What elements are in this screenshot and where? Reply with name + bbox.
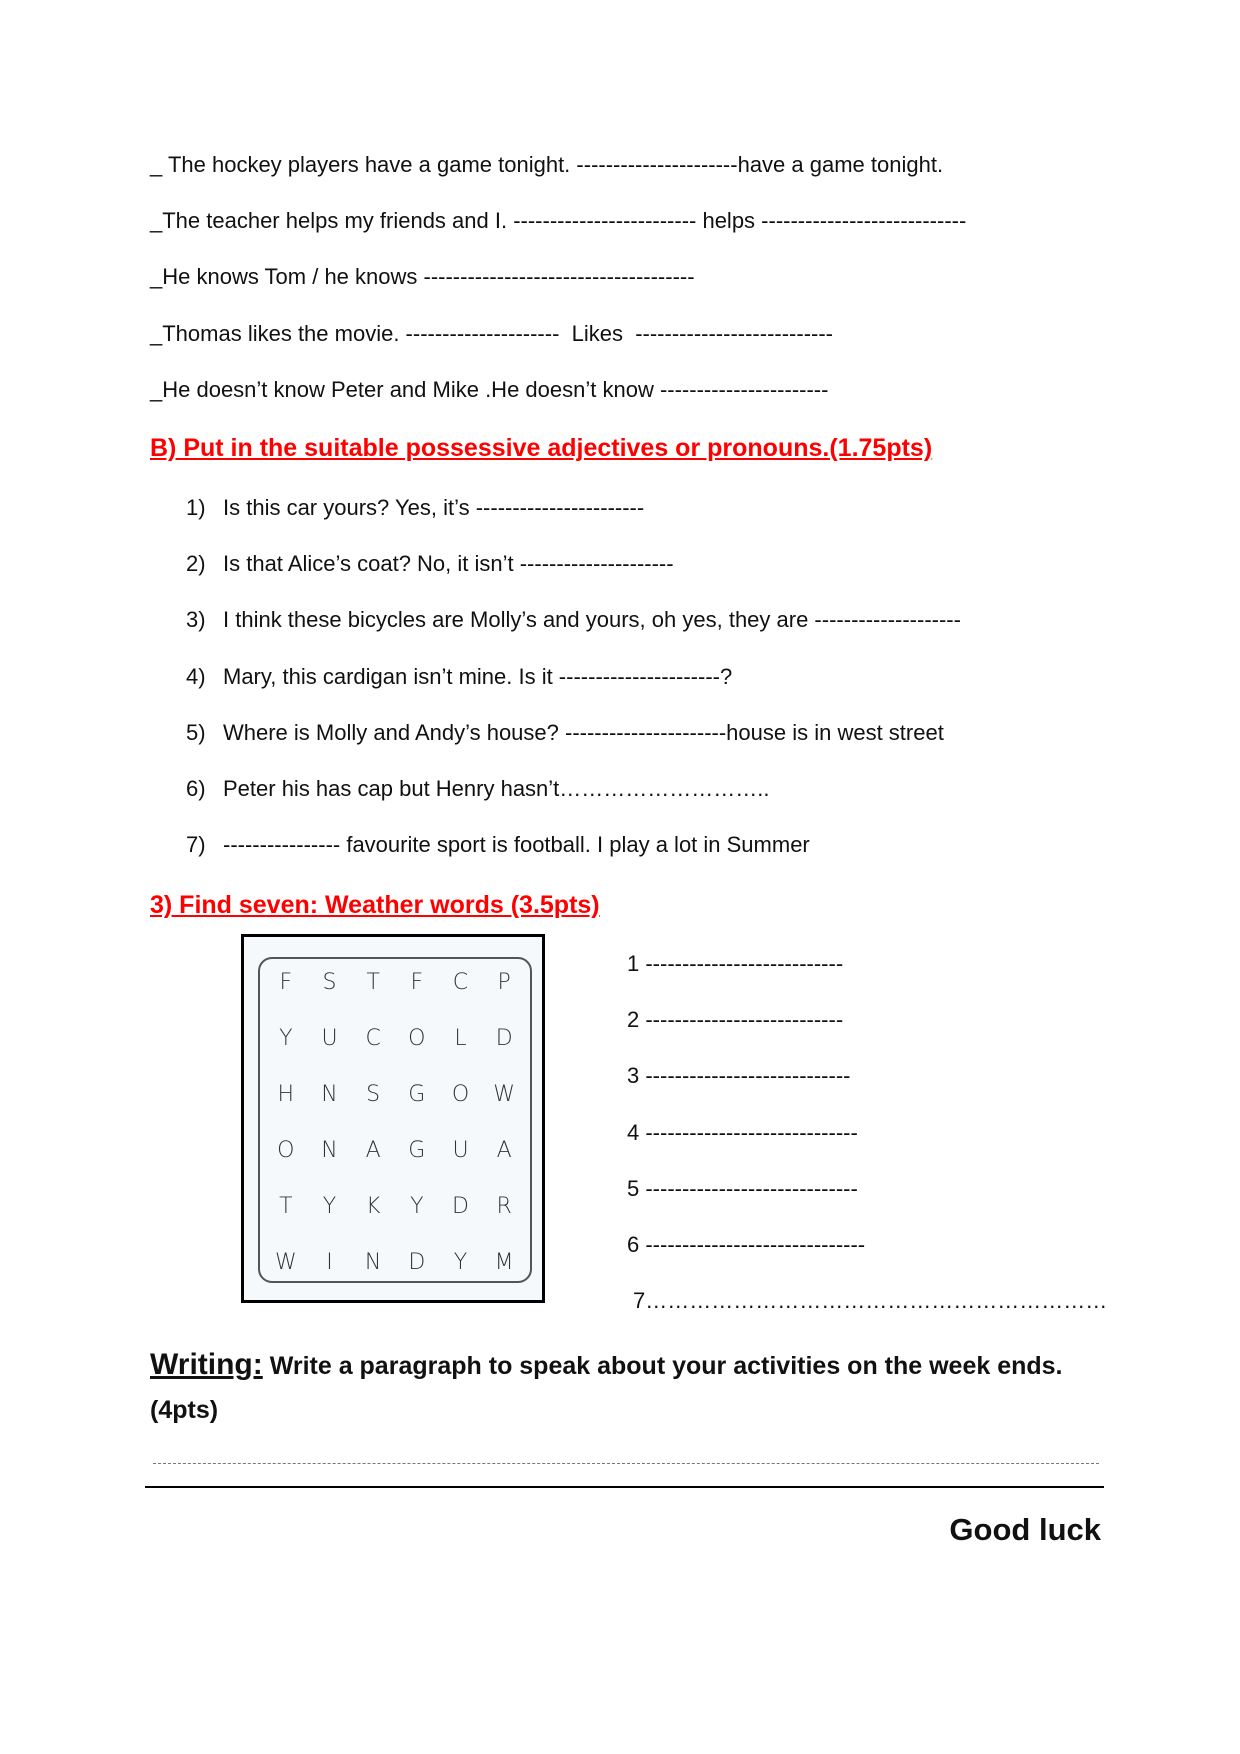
grid-letter[interactable]: S xyxy=(322,970,337,995)
answer-line-7[interactable]: 7……………………………………………………… xyxy=(633,1288,1108,1314)
grid-letter[interactable]: K xyxy=(365,1194,381,1219)
divider xyxy=(145,1486,1104,1488)
exercise-item xyxy=(186,664,732,690)
grid-letter[interactable]: L xyxy=(454,1026,467,1051)
item-number: 3) xyxy=(186,607,206,633)
item-text: ---------------- favourite sport is football. I play a lot in Summer xyxy=(223,832,810,858)
grid-letter[interactable]: D xyxy=(495,1026,513,1051)
answer-line-1[interactable]: 1 --------------------------- xyxy=(627,951,844,976)
transform-sentence-2: _The teacher helps my friends and I. ------------------------- helps ---------------------------- xyxy=(150,208,967,233)
transform-sentence-1: _ The hockey players have a game tonight. ----------------------have a game tonight. xyxy=(150,152,944,177)
exercise-item xyxy=(186,776,770,802)
grid-letter[interactable]: S xyxy=(366,1082,381,1107)
grid-letter[interactable]: U xyxy=(321,1026,338,1051)
grid-letter[interactable]: F xyxy=(410,970,424,995)
answer-line-5[interactable]: 5 ----------------------------- xyxy=(627,1175,858,1201)
item-number: 7) xyxy=(186,832,206,858)
writing-answer-line[interactable] xyxy=(153,1463,1099,1464)
good-luck-text: Good luck xyxy=(949,1512,1101,1547)
writing-task xyxy=(150,1348,1063,1382)
transform-sentence-5: _He doesn’t know Peter and Mike .He doesn’t know ----------------------- xyxy=(150,377,829,402)
exercise-item xyxy=(186,607,961,633)
answer-line-2[interactable]: 2 --------------------------- xyxy=(627,1007,844,1033)
item-text: Mary, this cardigan isn’t mine. Is it ----------------------? xyxy=(223,663,733,689)
grid-letter[interactable]: C xyxy=(365,1026,381,1051)
exercise-item xyxy=(186,832,810,858)
writing-label: Writing: xyxy=(150,1348,263,1381)
item-text: Is this car yours? Yes, it’s ----------------------- xyxy=(223,495,645,520)
grid-letter[interactable]: O xyxy=(408,1026,426,1051)
grid-letter[interactable]: M xyxy=(494,1250,514,1275)
transform-sentence-4: _Thomas likes the movie. --------------------- Likes --------------------------- xyxy=(150,321,834,346)
answer-line-3[interactable]: 3 ---------------------------- xyxy=(627,1063,851,1089)
grid-letter[interactable]: Y xyxy=(410,1194,424,1219)
item-number: 5) xyxy=(186,719,206,745)
item-text: I think these bicycles are Molly’s and yours, oh yes, they are -------------------- xyxy=(223,607,961,633)
grid-letter[interactable]: O xyxy=(277,1138,295,1163)
exercise-item xyxy=(186,551,674,577)
grid-letter[interactable]: C xyxy=(452,970,469,995)
writing-points: (4pts) xyxy=(150,1396,219,1424)
grid-letter[interactable]: R xyxy=(496,1194,512,1219)
grid-letter[interactable]: D xyxy=(408,1250,426,1275)
item-text: Peter his has cap but Henry hasn’t……………………….. xyxy=(223,776,770,801)
word-search-grid xyxy=(241,934,545,1303)
item-number: 1) xyxy=(186,495,206,520)
grid-letter[interactable]: O xyxy=(451,1082,470,1107)
answer-line-6[interactable]: 6 ------------------------------ xyxy=(627,1232,866,1257)
grid-letter[interactable]: P xyxy=(497,970,511,995)
item-number: 2) xyxy=(186,551,206,577)
grid-letter[interactable]: D xyxy=(452,1194,469,1219)
grid-letter[interactable]: G xyxy=(408,1082,426,1107)
grid-letter[interactable]: U xyxy=(452,1138,469,1163)
grid-letter[interactable]: N xyxy=(364,1250,382,1275)
item-text: Is that Alice’s coat? No, it isn’t --------------------- xyxy=(223,551,674,577)
grid-letter[interactable]: W xyxy=(274,1250,297,1275)
item-number: 4) xyxy=(186,663,206,689)
exercise-item xyxy=(186,495,644,521)
exercise-item xyxy=(186,720,944,746)
grid-letter[interactable]: A xyxy=(365,1138,381,1163)
item-number: 6) xyxy=(186,776,206,801)
section-b-heading: B) Put in the suitable possessive adjectives or pronouns.(1.75pts) xyxy=(150,434,933,462)
grid-letter[interactable]: G xyxy=(408,1138,426,1163)
answer-line-4[interactable]: 4 ----------------------------- xyxy=(627,1119,858,1145)
grid-letter[interactable]: T xyxy=(279,1194,293,1219)
grid-letter[interactable]: Y xyxy=(453,1250,468,1275)
transform-sentence-3: _He knows Tom / he knows ------------------------------------- xyxy=(150,264,695,289)
grid-letter[interactable]: H xyxy=(277,1082,295,1107)
grid-letter[interactable]: F xyxy=(279,970,293,995)
grid-letter[interactable]: A xyxy=(496,1138,512,1163)
item-text: Where is Molly and Andy’s house? ----------------------house is in west street xyxy=(223,719,944,745)
grid-letter[interactable]: W xyxy=(493,1082,516,1107)
grid-letter[interactable]: Y xyxy=(322,1194,337,1219)
grid-letter[interactable]: N xyxy=(321,1138,338,1163)
section-3-heading: 3) Find seven: Weather words (3.5pts) xyxy=(150,891,600,919)
writing-prompt: Write a paragraph to speak about your activities on the week ends. xyxy=(262,1352,1063,1380)
grid-letter[interactable]: Y xyxy=(279,1026,293,1051)
grid-letter[interactable]: N xyxy=(321,1082,338,1107)
grid-letter[interactable]: T xyxy=(366,970,380,995)
grid-letter[interactable]: I xyxy=(326,1250,333,1275)
